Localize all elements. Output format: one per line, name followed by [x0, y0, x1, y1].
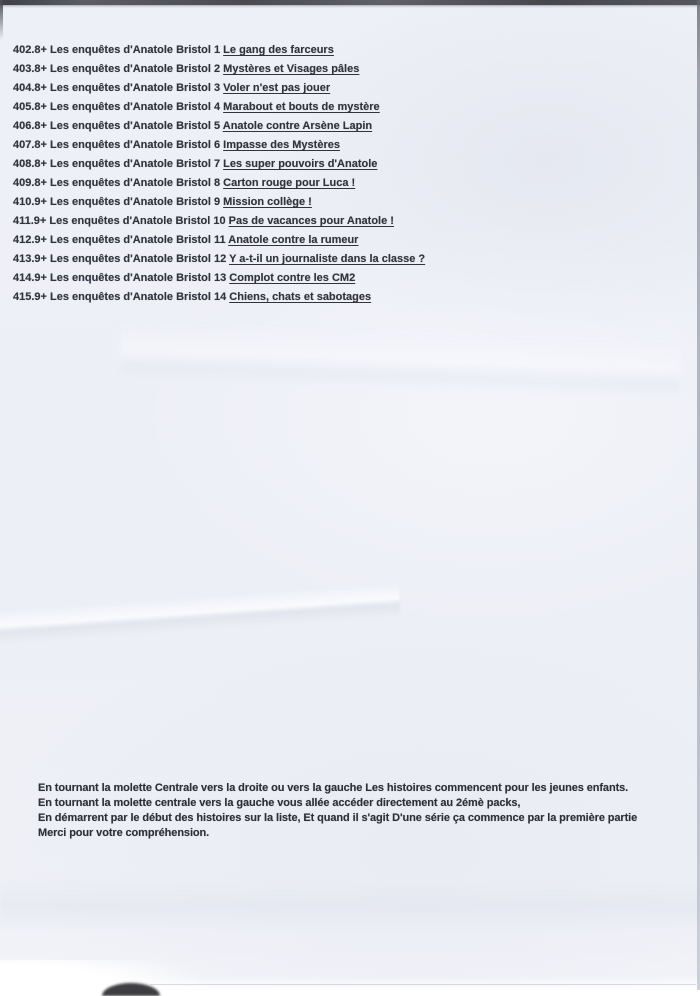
- list-item: [13, 60, 425, 79]
- item-title-underlined: Anatole contre Arsène Lapin: [222, 120, 373, 132]
- paper-wrinkle: [119, 320, 681, 400]
- scan-top-edge: [0, 0, 700, 5]
- scan-bottom-edge-line: [150, 984, 696, 985]
- item-title-underlined: Chiens, chats et sabotages: [229, 291, 372, 303]
- list-item: [13, 174, 425, 193]
- note-line: En tournant la molette Centrale vers la droite ou vers la gauche Les histoires commencent pour les jeunes enfants.: [38, 782, 629, 794]
- list-item: [13, 98, 425, 117]
- note-line: En tournant la molette centrale vers la gauche vous allée accéder directement au 2émè packs,: [38, 797, 521, 809]
- item-title-underlined: Marabout et bouts de mystère: [223, 101, 380, 113]
- item-code-and-series: 410.9+ Les enquêtes d'Anatole Bristol 9: [13, 196, 224, 208]
- list-item: [13, 79, 425, 98]
- item-title-underlined: Voler n'est pas jouer: [223, 82, 331, 94]
- book-list: [13, 41, 425, 307]
- list-item: [13, 212, 425, 231]
- item-code-and-series: 412.9+ Les enquêtes d'Anatole Bristol 11: [13, 234, 229, 246]
- list-item: [13, 155, 425, 174]
- note-line: Merci pour votre compréhension.: [38, 827, 210, 839]
- item-title-underlined: Carton rouge pour Luca !: [223, 177, 356, 189]
- item-code-and-series: 414.9+ Les enquêtes d'Anatole Bristol 13: [13, 272, 230, 284]
- paper-wrinkle: [0, 880, 700, 930]
- list-item: [13, 136, 425, 155]
- list-item: [13, 41, 425, 60]
- list-item: [13, 193, 425, 212]
- paper-crease: [0, 583, 401, 647]
- item-title-underlined: Mission collège !: [223, 196, 312, 208]
- item-title-underlined: Y a-t-il un journaliste dans la classe ?: [229, 253, 426, 265]
- note-line: En démarrent par le début des histoires sur la liste, Et quand il s'agit D'une série ça commence par la première partie: [38, 812, 638, 824]
- footer-note: [38, 781, 693, 841]
- list-item: [13, 231, 425, 250]
- item-code-and-series: 408.8+ Les enquêtes d'Anatole Bristol 7: [13, 158, 224, 170]
- item-title-underlined: Le gang des farceurs: [223, 44, 334, 56]
- item-code-and-series: 411.9+ Les enquêtes d'Anatole Bristol 10: [13, 215, 229, 227]
- scan-left-edge: [0, 0, 3, 40]
- list-item: [13, 117, 425, 136]
- item-code-and-series: 402.8+ Les enquêtes d'Anatole Bristol 1: [13, 44, 224, 56]
- item-code-and-series: 405.8+ Les enquêtes d'Anatole Bristol 4: [13, 101, 224, 113]
- item-title-underlined: Pas de vacances pour Anatole !: [228, 215, 394, 227]
- item-title-underlined: Impasse des Mystères: [223, 139, 340, 151]
- item-code-and-series: 413.9+ Les enquêtes d'Anatole Bristol 12: [13, 253, 230, 265]
- item-code-and-series: 409.8+ Les enquêtes d'Anatole Bristol 8: [13, 177, 224, 189]
- paper-curled-corner: [0, 960, 200, 990]
- item-code-and-series: 407.8+ Les enquêtes d'Anatole Bristol 6: [13, 139, 224, 151]
- item-title-underlined: Anatole contre la rumeur: [228, 234, 359, 246]
- item-code-and-series: 406.8+ Les enquêtes d'Anatole Bristol 5: [13, 120, 223, 132]
- item-title-underlined: Complot contre les CM2: [229, 272, 356, 284]
- list-item: [13, 269, 425, 288]
- item-code-and-series: 403.8+ Les enquêtes d'Anatole Bristol 2: [13, 63, 224, 75]
- item-code-and-series: 404.8+ Les enquêtes d'Anatole Bristol 3: [13, 82, 224, 94]
- item-code-and-series: 415.9+ Les enquêtes d'Anatole Bristol 14: [13, 291, 230, 303]
- list-item: [13, 250, 425, 269]
- item-title-underlined: Mystères et Visages pâles: [223, 63, 360, 75]
- list-item: [13, 288, 425, 307]
- item-title-underlined: Les super pouvoirs d'Anatole: [223, 158, 378, 170]
